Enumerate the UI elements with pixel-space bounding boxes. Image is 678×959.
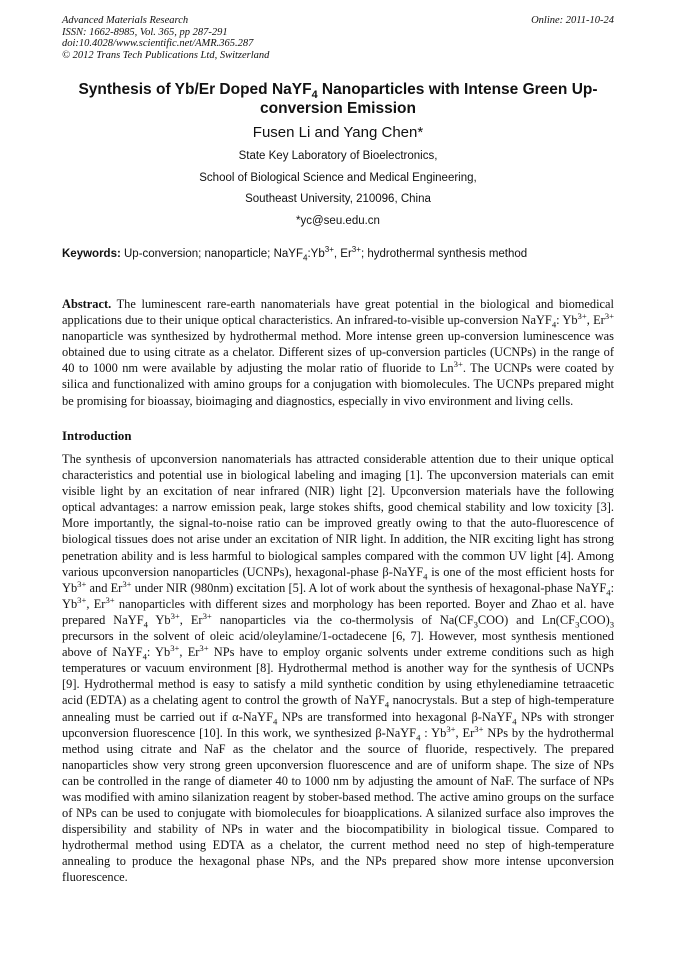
keywords-label: Keywords: — [62, 248, 121, 260]
authors: Fusen Li and Yang Chen* — [252, 124, 424, 141]
journal-name: Advanced Materials Research — [62, 15, 189, 26]
section-heading-introduction: Introduction — [62, 429, 132, 443]
issn-line: ISSN: 1662-8985, Vol. 365, pp 287-291 — [62, 26, 228, 38]
affiliation-school: School of Biological Science and Medical Engineering, — [199, 172, 477, 184]
contact-email: *yc@seu.edu.cn — [296, 215, 380, 227]
affiliation-lab: State Key Laboratory of Bioelectronics, — [238, 150, 438, 162]
introduction-paragraph: The synthesis of upconversion nanomaterials has attracted considerable attention due to their unique optical characteristics and potential use in biological labeling and imaging [1]. The upconversion materials can emit visible light by an excitation of near infrared (NIR) light [2]. Upconversion materials have the following optical advantages: a narrow emission peak, large stokes shifts, good chemical stability and low toxicity [3]. More importantly, the signal-to-noise ratio can be improved greatly owing to that the auto-fluorescence of biological tissues does not arise under an excitation of NIR light. In addition, the NIR exciting light has strong penetration ability and is less harmful to biological samples compared with the common UV light [4]. Among various upconversion nanoparticles (UCNPs), hexagonal-phase β-NaYF$_4$ is one of the most efficient hosts for $Yb^{3+}$ and $Er^{3+}$ under NIR (980nm) excitation [5]. A lot of work about the synthesis of hexagonal-phase NaYF$_4$: $Yb^{3+}$, $Er^{3+}$ nanoparticles with different sizes and morphology has been reported. Boyer and Zhao et al. have prepared NaYF$_4$ $Yb^{3+}$, $Er^{3+}$ nanoparticles via the co-thermolysis of $Na(CF_3COO)$ and $Ln(CF_3COO)_3$ precursors in the solvent of oleic acid/oleylamine/1-octadecene [6, 7]. However, most synthesis mentioned above of NaYF$_4$: $Yb^{3+}$, $Er^{3+}$ NPs have to employ organic solvents under extreme conditions such as high temperatures or vacuum environment [8]. Hydrothermal method is another way for the synthesis of UCNPs [9]. Hydrothermal method is easy to satisfy a mild synthetic condition by using ethylenediamine tetraacetic acid (EDTA) as a chelating agent to control the growth of NaYF$_4$ nanocrystals. But a step of high-temperature annealing must be carried out if α-NaYF$_4$ NPs are transformed into hexagonal β-NaYF$_4$ NPs with stronger upconversion fluorescence [10]. In this work, we synthesized β-NaYF$_4$ : $Yb^{3+}$, $Er^{3+}$ NPs by the hydrothermal method using citrate and NaF as the chelator and the source of fluoride, respectively. The prepared nanoparticles show very strong green upconversion fluorescence and are of uniform shape. The size of NPs can be controlled in the range of diameter 40 to 1000 nm by adjusting the amount of NaF. The surface of NPs was modified with amino silanization reagent by stober-based method. The active amino groups on the surface of NPs can be used to conjugate with biomolecules for bioapplications. A silanized surface also improves the dispersibility and stability of NPs in water and the biocompatibility in biological tissue. Compared to hydrothermal method using EDTA as a chelator, the current method need no step of high-temperature annealing to produce the hexagonal phase NPs, and the NPs prepared show more intense upconversion fluorescence. — [62, 452, 615, 885]
keywords: Keywords: Up-conversion; nanoparticle; $NaYF_4:Yb^{3+}$, $Er^{3+}$; hydrothermal synthesis method — [62, 245, 528, 263]
affiliation-university: Southeast University, 210096, China — [245, 193, 431, 205]
doi-line: doi:10.4028/www.scientific.net/AMR.365.287 — [62, 38, 254, 49]
journal-header — [62, 15, 269, 61]
online-date: Online: 2011-10-24 — [531, 15, 614, 26]
abstract-label: Abstract. — [62, 297, 112, 311]
abstract: Abstract. The luminescent rare-earth nanomaterials have great potential in the biological and biomedical applications due to their unique optical characteristics. An infrared-to-visible up-conversion NaYF$_4$: $Yb^{3+}$, $Er^{3+}$ nanoparticle was synthesized by hydrothermal method. More intense green up-conversion luminescence was obtained due to using citrate as a chelator. Different sizes of up-conversion particles (UCNPs) in the range of 40 to 1000 nm were available by adjusting the molar ratio of fluoride to $Ln^{3+}$. The UCNPs were coated by silica and functionalized with amino groups for a conjugation with biomolecules. The UCNPs prepared might be promising for bioassay, bioimaging and diagnostics, especially in vivo environment and living cells. — [62, 297, 615, 408]
paper-title: Synthesis of Yb/Er Doped NaYF$_4$ Nanoparticles with Intense Green Up-conversion Emission — [78, 81, 598, 117]
copyright-line: © 2012 Trans Tech Publications Ltd, Switzerland — [62, 49, 270, 61]
